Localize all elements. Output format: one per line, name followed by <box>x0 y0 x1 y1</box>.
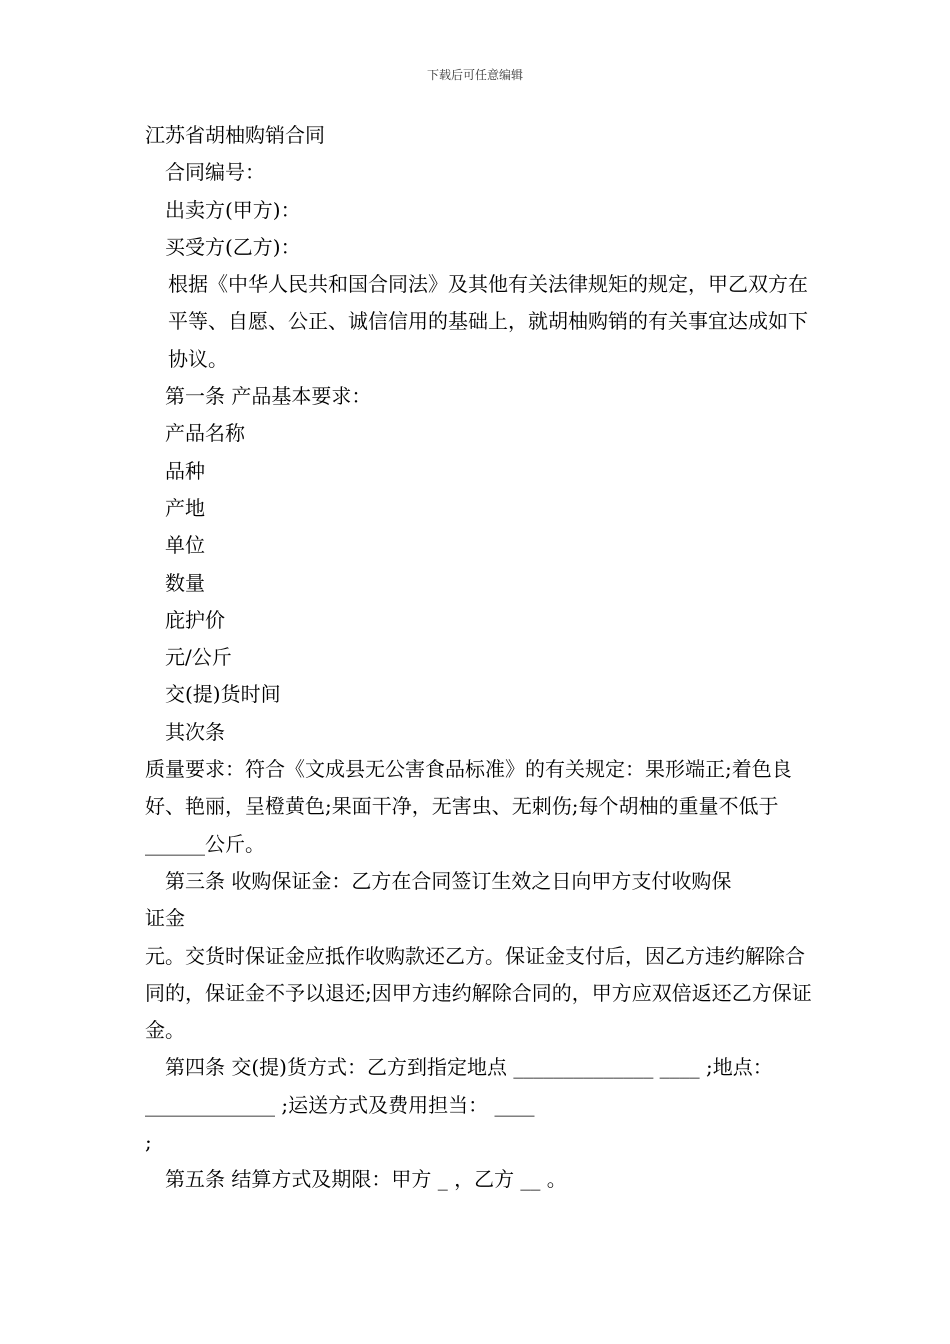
seller-label: 出卖方(甲方)： <box>165 197 301 222</box>
article-2-body: 质量要求：符合《文成县无公害食品标准》的有关规定：果形端正;着色良好、艳丽，呈橙黄色;果面干净，无害虫、无刺伤;每个胡柚的重量不低于______公斤。 <box>145 757 792 856</box>
article-1-title: 第一条 产品基本要求： <box>165 384 372 409</box>
article-1-item: 品种 <box>165 458 205 483</box>
article-2-title: 其次条 <box>165 719 225 744</box>
article-3-line-1: 第三条 收购保证金：乙方在合同签订生效之日向甲方支付收购保 <box>165 868 732 893</box>
document-title: 江苏省胡柚购销合同 <box>145 123 325 147</box>
article-3-body: 元。交货时保证金应抵作收购款还乙方。保证金支付后，因乙方违约解除合同的，保证金不予以退还;因甲方违约解除合同的，甲方应双倍返还乙方保证金。 <box>145 943 812 1043</box>
article-1-item: 庇护价 <box>165 607 225 632</box>
page-header: 下载后可任意编辑 <box>426 68 523 82</box>
article-1-item: 单位 <box>165 533 205 558</box>
article-4-line-1: 第四条 交(提)货方式：乙方到指定地点 ______________ ____ ;地点： <box>165 1055 773 1080</box>
contract-number-label: 合同编号： <box>165 160 265 185</box>
contract-document <box>145 117 815 1199</box>
article-1-item: 交(提)货时间 <box>165 682 281 707</box>
article-1-item: 数量 <box>165 570 205 595</box>
buyer-label: 买受方(乙方)： <box>165 234 301 259</box>
article-3-line-2: 证金 <box>145 906 185 931</box>
article-1-item: 产品名称 <box>165 421 245 446</box>
article-1-item: 产地 <box>165 495 205 520</box>
article-4-line-3: ; <box>145 1130 152 1155</box>
article-5: 第五条 结算方式及期限：甲方 _ ，乙方 __ 。 <box>165 1167 567 1192</box>
article-1-item: 元/公斤 <box>165 645 232 670</box>
preamble-paragraph: 根据《中华人民共和国合同法》及其他有关法律规矩的规定，甲乙双方在平等、自愿、公正、诚信信用的基础上，就胡柚购销的有关事宜达成如下协议。 <box>168 272 808 371</box>
article-4-line-2: _____________ ;运送方式及费用担当： ____ <box>145 1092 535 1117</box>
